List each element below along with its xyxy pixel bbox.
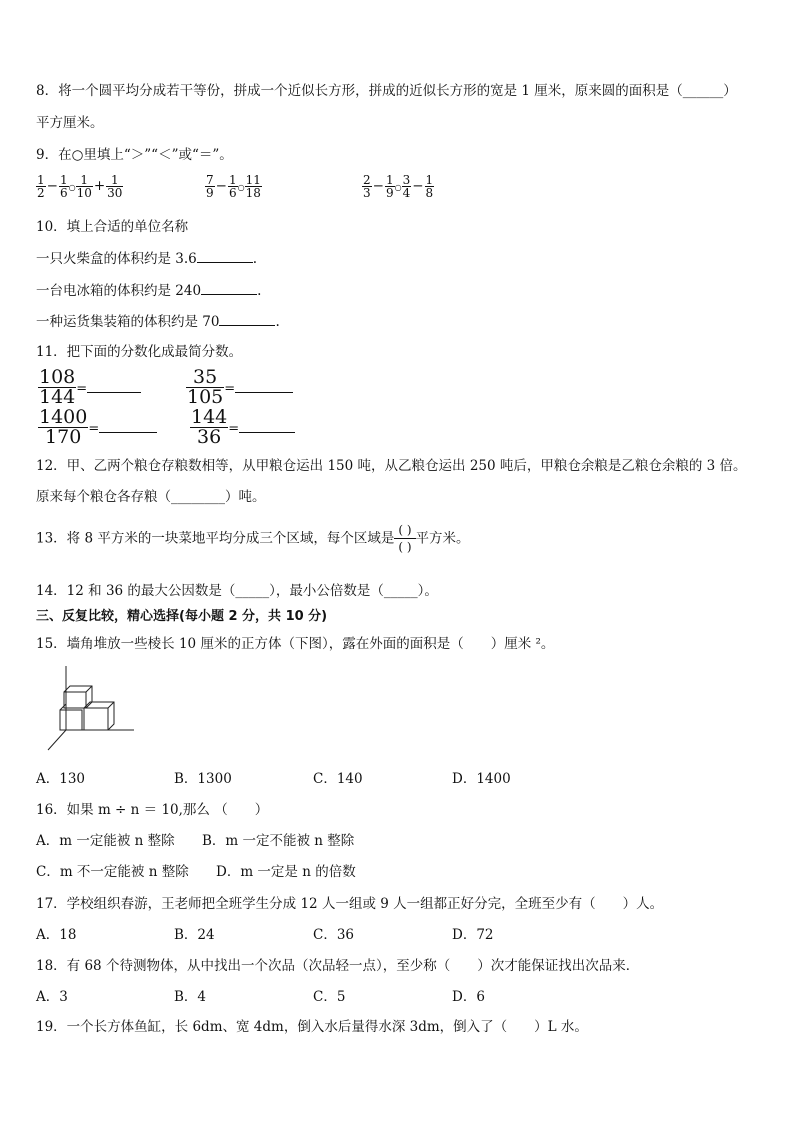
option-c[interactable]: C．140	[313, 771, 363, 787]
q16-options-row-1	[36, 832, 636, 850]
compare-circle[interactable]: ○	[68, 183, 76, 192]
option-c[interactable]: C．m 不一定能被 n 整除	[36, 864, 189, 880]
question-12: 12．甲、乙两个粮仓存粮数相等，从甲粮仓运出 150 吨，从乙粮仓运出 250 吨后，甲粮仓余粮是乙粮仓余粮的 3 倍。	[36, 458, 747, 474]
question-15: 15．墙角堆放一些棱长 10 厘米的正方体（下图），露在外面的面积是（ ）厘米 ²。	[36, 636, 555, 652]
q15-options	[36, 770, 636, 788]
compare-circle[interactable]: ○	[394, 183, 402, 192]
option-b[interactable]: B．1300	[174, 771, 232, 787]
q10-line-3: 一种运货集装箱的体积约是 70 .	[36, 314, 280, 330]
answer-fraction[interactable]: $\frac{( )}{( )}$	[394, 524, 415, 553]
option-c[interactable]: C．36	[313, 927, 355, 943]
question-8-continued: 平方厘米。	[36, 115, 104, 131]
q10-line-1: 一只火柴盒的体积约是 3.6 .	[36, 251, 258, 267]
question-9: 9．在○里填上“＞”“＜”或“＝”。	[36, 147, 233, 163]
q9-expression-1: $\frac{1}{2}$ − $\frac{1}{6}$ ○ $\frac{1}{10}$ + $\frac{1}{30}$	[37, 173, 123, 200]
q11-fraction-4: $\frac{144}{36}$ =	[190, 408, 295, 447]
question-8: 8．将一个圆平均分成若干等份，拼成一个近似长方形，拼成的近似长方形的宽是 1 厘米，原来圆的面积是（______）	[36, 83, 737, 99]
answer-blank[interactable]	[219, 324, 275, 326]
q9-expression-3: $\frac{2}{3}$ − $\frac{1}{9}$ ○ $\frac{3}{4}$ − $\frac{1}{8}$	[363, 173, 434, 200]
question-14: 14．12 和 36 的最大公因数是（_____），最小公倍数是（_____）。	[36, 583, 438, 599]
question-13: 13．将 8 平方米的一块菜地平均分成三个区域，每个区域是 $\frac{( )}{( )}$ 平方米。	[36, 523, 470, 554]
option-b[interactable]: B．4	[174, 989, 207, 1005]
question-19: 19．一个长方体鱼缸，长 6dm、宽 4dm，倒入水后量得水深 3dm，倒入了（ ）L 水。	[36, 1019, 588, 1035]
answer-blank[interactable]	[235, 391, 293, 393]
answer-blank[interactable]	[87, 391, 141, 393]
option-a[interactable]: A．18	[36, 927, 77, 943]
option-b[interactable]: B．24	[174, 927, 215, 943]
q18-options	[36, 988, 636, 1006]
section-heading: 三、反复比较，精心选择(每小题 2 分，共 10 分)	[36, 609, 328, 624]
answer-blank[interactable]	[239, 431, 295, 433]
answer-blank[interactable]	[99, 431, 157, 433]
q11-fraction-3: $\frac{1400}{170}$ =	[38, 408, 157, 447]
question-12-continued: 原来每个粮仓各存粮（________）吨。	[36, 489, 266, 505]
q9-expression-2: $\frac{7}{9}$ − $\frac{1}{6}$ ○ $\frac{11}{18}$	[206, 173, 261, 200]
option-a[interactable]: A．m 一定能被 n 整除	[36, 833, 175, 849]
q11-fraction-1: $\frac{108}{144}$ =	[38, 368, 141, 407]
compare-circle[interactable]: ○	[237, 183, 245, 192]
option-d[interactable]: D．1400	[452, 771, 511, 787]
option-b[interactable]: B．m 一定不能被 n 整除	[202, 833, 355, 849]
q10-line-2: 一台电冰箱的体积约是 240 .	[36, 283, 262, 299]
answer-blank[interactable]	[201, 293, 257, 295]
question-17: 17．学校组织春游，王老师把全班学生分成 12 人一组或 9 人一组都正好分完，全班至少有（ ）人。	[36, 896, 664, 912]
question-10: 10．填上合适的单位名称	[36, 219, 189, 235]
q11-fraction-2: $\frac{35}{105}$ =	[186, 368, 293, 407]
question-18: 18．有 68 个待测物体，从中找出一个次品（次品轻一点），至少称（ ）次才能保证找出次品来．	[36, 958, 640, 974]
option-c[interactable]: C．5	[313, 989, 346, 1005]
q17-options	[36, 926, 636, 944]
q16-options-row-2	[36, 863, 636, 881]
option-a[interactable]: A．130	[36, 771, 86, 787]
option-d[interactable]: D．72	[452, 927, 494, 943]
question-11: 11．把下面的分数化成最简分数。	[36, 344, 243, 360]
option-d[interactable]: D．m 一定是 n 的倍数	[216, 864, 356, 880]
cube-stack-figure	[44, 664, 140, 754]
answer-blank[interactable]	[197, 261, 253, 263]
option-d[interactable]: D．6	[452, 989, 485, 1005]
question-16: 16．如果 m ÷ n ＝ 10,那么 （ ）	[36, 802, 269, 818]
option-a[interactable]: A．3	[36, 989, 68, 1005]
